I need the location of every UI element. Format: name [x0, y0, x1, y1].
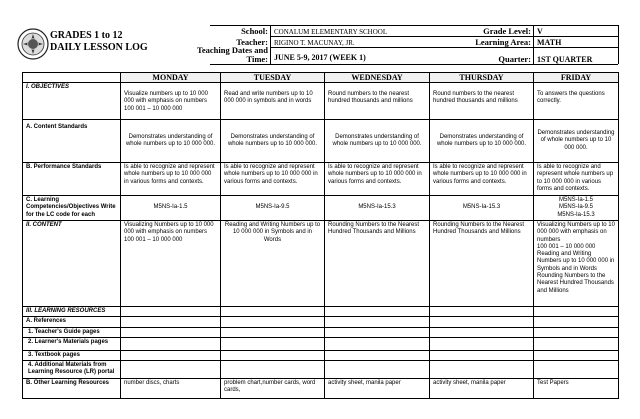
school-value: CONALUM ELEMENTARY SCHOOL [274, 28, 388, 36]
competencies-row [23, 196, 619, 221]
dates-label-1: Teaching Dates and [196, 45, 268, 55]
objectives-row [23, 83, 619, 120]
additional-materials-label: 4. Additional Materials from Learning Resource (LR) portal [23, 361, 121, 379]
textbook-wednesday [325, 350, 430, 360]
header-rule [210, 64, 618, 65]
references-friday [534, 317, 619, 327]
learners-materials-row [23, 337, 619, 350]
teachers-guide-wednesday [325, 327, 430, 337]
textbook-thursday [430, 350, 534, 360]
performance-standards-friday: Is able to recognize and represent whole numbers up to 10 000 000 in various forms and contexts. [534, 163, 619, 196]
textbook-friday [534, 350, 619, 360]
other-resources-row [23, 378, 619, 398]
textbook-label: 3. Textbook pages [23, 350, 121, 360]
resources-tuesday [221, 307, 325, 317]
header-rule [210, 25, 618, 26]
learners-materials-thursday [430, 337, 534, 350]
learners-materials-wednesday [325, 337, 430, 350]
resources-row [23, 307, 619, 317]
dates-label-2: Time: [246, 54, 268, 64]
competencies-monday: M5NS-Ia-1.5 [121, 196, 221, 221]
performance-standards-tuesday: Is able to recognize and represent whole numbers up to 10 000 000 in various forms and contexts. [221, 163, 325, 196]
objectives-friday: To answers the questions correctly. [534, 83, 619, 120]
day-header-wednesday: WEDNESDAY [325, 73, 430, 83]
content-thursday: Rounding Numbers to the Nearest Hundred Thousands and Millions [430, 221, 534, 307]
performance-standards-monday: Is able to recognize and represent whole numbers up to 10 000 000 in various forms and contexts. [121, 163, 221, 196]
resources-friday [534, 307, 619, 317]
content-monday: Visualizing Numbers up to 10 000 000 with emphasis on numbers 100 001 – 10 000 000 [121, 221, 221, 307]
learners-materials-label: 2. Learner's Materials pages [23, 337, 121, 350]
references-row [23, 317, 619, 327]
teachers-guide-row [23, 327, 619, 337]
objectives-label: I. OBJECTIVES [23, 83, 121, 120]
lesson-plan-table [22, 72, 619, 399]
competencies-label: C. Learning Competencies/Objectives Write for the LC code for each [23, 196, 121, 221]
resources-thursday [430, 307, 534, 317]
performance-standards-wednesday: Is able to recognize and represent whole numbers up to 10 000 000 in various forms and contexts. [325, 163, 430, 196]
other-resources-tuesday: problem chart,number cards, word cards, [221, 378, 325, 398]
content-standards-label: A. Content Standards [23, 120, 121, 163]
textbook-row [23, 350, 619, 360]
deped-seal-icon [17, 28, 49, 60]
header-rule [533, 25, 534, 64]
title-line-2: DAILY LESSON LOG [50, 42, 148, 53]
additional-materials-row [23, 361, 619, 379]
dates-value: JUNE 5-9, 2017 (WEEK 1) [274, 53, 366, 62]
header-rule [270, 47, 618, 48]
additional-materials-friday [534, 361, 619, 379]
references-monday [121, 317, 221, 327]
content-standards-monday: Demonstrates understanding of whole numbers up to 10 000 000. [121, 120, 221, 163]
content-standards-thursday: Demonstrates understanding of whole numbers up to 10 000 000. [430, 120, 534, 163]
day-header-row [23, 73, 619, 83]
learners-materials-monday [121, 337, 221, 350]
content-tuesday: Reading and Writing Numbers up to 10 000 000 in Symbols and in Words [221, 221, 325, 307]
day-header-tuesday: TUESDAY [221, 73, 325, 83]
school-label: School: [241, 26, 268, 36]
learners-materials-tuesday [221, 337, 325, 350]
competencies-wednesday: M5NS-Ia-15.3 [325, 196, 430, 221]
header-rule [270, 25, 271, 64]
teachers-guide-thursday [430, 327, 534, 337]
objectives-wednesday: Round numbers to the nearest hundred thousands and millions [325, 83, 430, 120]
additional-materials-thursday [430, 361, 534, 379]
textbook-tuesday [221, 350, 325, 360]
teachers-guide-monday [121, 327, 221, 337]
teacher-value: RIGINO T. MACUNAY, JR. [274, 39, 355, 47]
resources-wednesday [325, 307, 430, 317]
additional-materials-wednesday [325, 361, 430, 379]
learners-materials-friday [534, 337, 619, 350]
content-friday: Visualizing Numbers up to 10 000 000 with emphasis on numbers 100 001 – 10 000 000 Reading and Writing Numbers up to 10 000 000 in Symbols and in Words Rounding Numbers to the Nearest Hundred Thousands and Millions [534, 221, 619, 307]
teachers-guide-friday [534, 327, 619, 337]
references-label: A. References [23, 317, 121, 327]
teacher-label: Teacher: [236, 37, 268, 47]
resources-monday [121, 307, 221, 317]
title-line-1: GRADES 1 to 12 [50, 30, 123, 41]
quarter-value: 1ST QUARTER [537, 55, 593, 64]
additional-materials-monday [121, 361, 221, 379]
objectives-tuesday: Read and write numbers up to 10 000 000 in symbols and in words [221, 83, 325, 120]
content-standards-wednesday: Demonstrates understanding of whole numbers up to 10 000 000. [325, 120, 430, 163]
references-thursday [430, 317, 534, 327]
other-resources-friday: Test Papers [534, 378, 619, 398]
other-resources-label: B. Other Learning Resources [23, 378, 121, 398]
grade-level-label: Grade Level: [483, 26, 531, 36]
performance-standards-thursday: Is able to recognize and represent whole numbers up to 10 000 000 in various forms and contexts. [430, 163, 534, 196]
textbook-monday [121, 350, 221, 360]
day-header-monday: MONDAY [121, 73, 221, 83]
header-rule [618, 25, 619, 64]
performance-standards-label: B. Performance Standards [23, 163, 121, 196]
content-row [23, 221, 619, 307]
day-header-thursday: THURSDAY [430, 73, 534, 83]
learning-area-label: Learning Area: [475, 37, 531, 47]
competencies-thursday: M5NS-Ia-15.3 [430, 196, 534, 221]
other-resources-wednesday: activity sheet, manila paper [325, 378, 430, 398]
other-resources-thursday: activity sheet, manila paper [430, 378, 534, 398]
learning-area-value: MATH [537, 38, 562, 47]
corner-cell [23, 73, 121, 83]
day-header-friday: FRIDAY [534, 73, 619, 83]
quarter-label: Quarter: [498, 54, 531, 64]
content-wednesday: Rounding Numbers to the Nearest Hundred Thousands and Millions [325, 221, 430, 307]
teachers-guide-tuesday [221, 327, 325, 337]
grade-level-value: V [537, 27, 543, 36]
references-tuesday [221, 317, 325, 327]
header-rule [270, 36, 618, 37]
performance-standards-row [23, 163, 619, 196]
content-standards-row [23, 120, 619, 163]
other-resources-monday: number discs, charts [121, 378, 221, 398]
references-wednesday [325, 317, 430, 327]
content-standards-friday: Demonstrates understanding of whole numbers up to 10 000 000. [534, 120, 619, 163]
objectives-monday: Visualize numbers up to 10 000 000 with emphasis on numbers 100 001 – 10 000 000 [121, 83, 221, 120]
resources-label: III. LEARNING RESOURCES [23, 307, 121, 317]
document-title [50, 30, 148, 54]
objectives-thursday: Round numbers to the nearest hundred thousands and millions [430, 83, 534, 120]
competencies-friday: M5NS-Ia-1.5 M5NS-Ia-9.5 M5NS-Ia-15.3 [534, 196, 619, 221]
content-standards-tuesday: Demonstrates understanding of whole numbers up to 10 000 000. [221, 120, 325, 163]
teachers-guide-label: 1. Teacher's Guide pages [23, 327, 121, 337]
additional-materials-tuesday [221, 361, 325, 379]
competencies-tuesday: M5NS-Ia-9.5 [221, 196, 325, 221]
content-label: II. CONTENT [23, 221, 121, 307]
